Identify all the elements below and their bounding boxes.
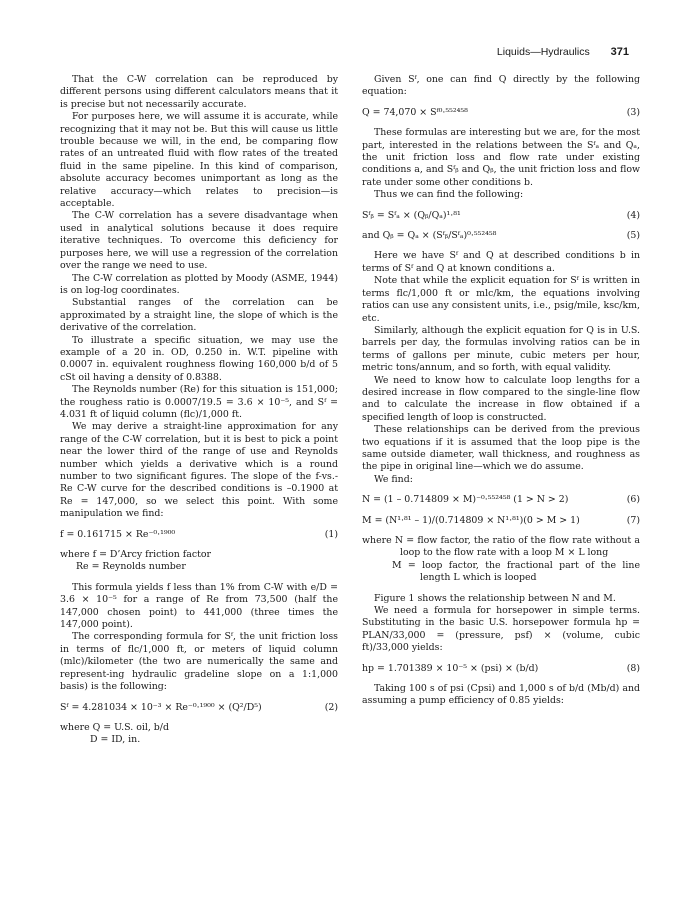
paragraph: Note that while the explicit equation for Sᶠ is written in terms flc/1,000 ft or mlc/km, the equations involving ratios can use any consistent units, i.e., psig/mile, ksc/km, etc.	[362, 275, 640, 324]
equation-number: (3)	[626, 106, 640, 118]
paragraph: Taking 100 s of psi (Cpsi) and 1,000 s of b/d (Mb/d) and assuming a pump efficiency of 0.85 yields:	[362, 683, 640, 707]
paragraph: Similarly, although the explicit equation for Q is in U.S. barrels per day, the formulas involving ratios can be in terms of gallons per minute, cubic meters per hour, metric tons/annum, and so forth, with equal validity.	[362, 324, 640, 374]
running-header	[497, 46, 629, 58]
paragraph: We find:	[374, 473, 413, 485]
paragraph: These formulas are interesting but we are, for the most part, interested in the relations between the Sᶠₐ and Qₐ, the unit friction loss and flow rate under existing conditions a, and Sᶠᵦ and Qᵦ, the unit friction loss and flow rate under some other conditions b.	[362, 127, 640, 188]
paragraph: We need to know how to calculate loop lengths for a desired increase in flow compared to the single-line flow and to calculate the increase in flow obtained if a specified length of loop is constructed.	[362, 374, 640, 423]
equation-text: Sᶠ = 4.281034 × 10⁻³ × Re⁻⁰·¹⁹⁰⁰ × (Q²/D⁵)	[60, 701, 262, 713]
paragraph: This formula yields f less than 1% from C-W with e/D = 3.6 × 10⁻⁵ for a range of Re from 73,500 (half the 147,000 chosen point) to 441,000 (three times the 147,000 point).	[60, 581, 338, 631]
header-title: Liquids—Hydraulics	[496, 46, 590, 58]
definition: where Q = U.S. oil, b/d	[60, 721, 169, 733]
equation-1	[60, 529, 338, 541]
equation-number: (1)	[324, 528, 338, 540]
definition: M = loop factor, the fractional part of the line length L which is looped	[392, 559, 640, 584]
paragraph: To illustrate a specific situation, we may use the example of a 20 in. OD, 0.250 in. W.T. pipeline with 0.0007 in. equivalent roughness flowing 160,000 b/d of 5 cSt oil having a density of 0.8388.	[60, 334, 338, 383]
equation-text: f = 0.161715 × Re⁻⁰·¹⁹⁰⁰	[60, 528, 176, 540]
paragraph: The C-W correlation has a severe disadvantage when used in analytical solutions because it does require iterative techniques. To overcome this deficiency for purposes here, we will use a regression of the correlation over the range we need to use.	[60, 210, 338, 272]
equation-number: (6)	[626, 494, 640, 506]
paragraph: Figure 1 shows the relationship between N and M.	[374, 592, 616, 604]
equation-text: hp = 1.701389 × 10⁻⁵ × (psi) × (b/d)	[362, 662, 539, 674]
paragraph: Substantial ranges of the correlation can be approximated by a straight line, the slope of which is the derivative of the correlation.	[60, 297, 338, 334]
definition: where f = D’Arcy friction factor	[60, 549, 212, 561]
paragraph: We need a formula for horsepower in simple terms. Substituting in the basic U.S. horsepower formula hp = PLAN/33,000 = (pressure, psf) × (volume, cubic ft)/33,000 yields:	[362, 605, 640, 654]
paragraph: Given Sᶠ, one can find Q directly by the following equation:	[362, 74, 640, 98]
equation-7	[362, 515, 640, 527]
equation-text: Q = 74,070 × Sᶠ⁰·⁵⁵²⁴⁵⁸	[362, 106, 468, 118]
definition: Re = Reynolds number	[76, 561, 186, 573]
equation-2	[60, 702, 338, 714]
paragraph: The corresponding formula for Sᶠ, the unit friction loss in terms of flc/1,000 ft, or meters of liquid column (mlc)/kilometer (the two are numerically the same and represent-ing hydraulic gradeline slope on a 1:1,000 basis) is the following:	[60, 631, 338, 693]
equation-8	[362, 663, 640, 675]
definition: where N = flow factor, the ratio of the flow rate without a loop to the flow rate with a loop M × L long	[362, 535, 640, 559]
equation-4	[362, 210, 640, 222]
paragraph: That the C-W correlation can be reproduced by different persons using different calculators means that it is precise but not necessarily accurate.	[60, 74, 338, 110]
paragraph: These relationships can be derived from the previous two equations if it is assumed that the loop pipe is the same outside diameter, wall thickness, and roughness as the pipe in original line—which we do assume.	[362, 424, 640, 473]
equation-5	[362, 230, 640, 242]
equation-number: (8)	[626, 662, 640, 674]
paragraph: The Reynolds number (Re) for this situation is 151,000; the roughess ratio is 0.0007/19.5 = 3.6 × 10⁻⁵, and Sᶠ = 4.031 ft of liquid column (flc)/1,000 ft.	[60, 384, 338, 420]
right-column	[362, 74, 640, 708]
equation-3	[362, 107, 640, 119]
definition: D = ID, in.	[90, 734, 141, 746]
paragraph: Here we have Sᶠ and Q at described conditions b in terms of Sᶠ and Q at known conditions a.	[362, 250, 640, 274]
page-number: 371	[610, 46, 629, 58]
equation-number: (2)	[324, 701, 338, 713]
equation-6	[362, 494, 640, 506]
paragraph: Thus we can find the following:	[374, 189, 524, 201]
paragraph: We may derive a straight-line approximation for any range of the C-W correlation, but it is best to pick a point near the lower third of the range of use and Reynolds number which yields a derivative which is a round number to two significant figures. The slope of the f-vs.-Re C-W curve for the described conditions is –0.1900 at Re = 147,000, so we select this point. With some manipulation we find:	[60, 421, 338, 520]
equation-number: (5)	[626, 230, 640, 242]
equation-number: (7)	[626, 514, 640, 526]
equation-number: (4)	[626, 209, 640, 221]
equation-text: M = (N¹·⁸¹ – 1)/(0.714809 × N¹·⁸¹)(0 > M > 1)	[362, 514, 580, 526]
equation-text: Sᶠᵦ = Sᶠₐ × (Qᵦ/Qₐ)¹·⁸¹	[362, 209, 461, 221]
paragraph: For purposes here, we will assume it is accurate, while recognizing that it may not be. But this will cause us little trouble because we will, in the end, be comparing flow rates of an untreated fluid with flow rates of the treated fluid in the same pipeline. In this kind of comparison, absolute accuracy becomes unimportant as long as the relative accuracy—which relates to precision—is acceptable.	[60, 111, 338, 210]
paragraph: The C-W correlation as plotted by Moody (ASME, 1944) is on log-log coordinates.	[60, 272, 338, 296]
equation-text: and Qᵦ = Qₐ × (Sᶠᵦ/Sᶠₐ)⁰·⁵⁵²⁴⁵⁸	[362, 230, 497, 242]
left-column	[60, 74, 338, 747]
equation-text: N = (1 – 0.714809 × M)⁻⁰·⁵⁵²⁴⁵⁸ (1 > N > 2)	[362, 494, 569, 506]
